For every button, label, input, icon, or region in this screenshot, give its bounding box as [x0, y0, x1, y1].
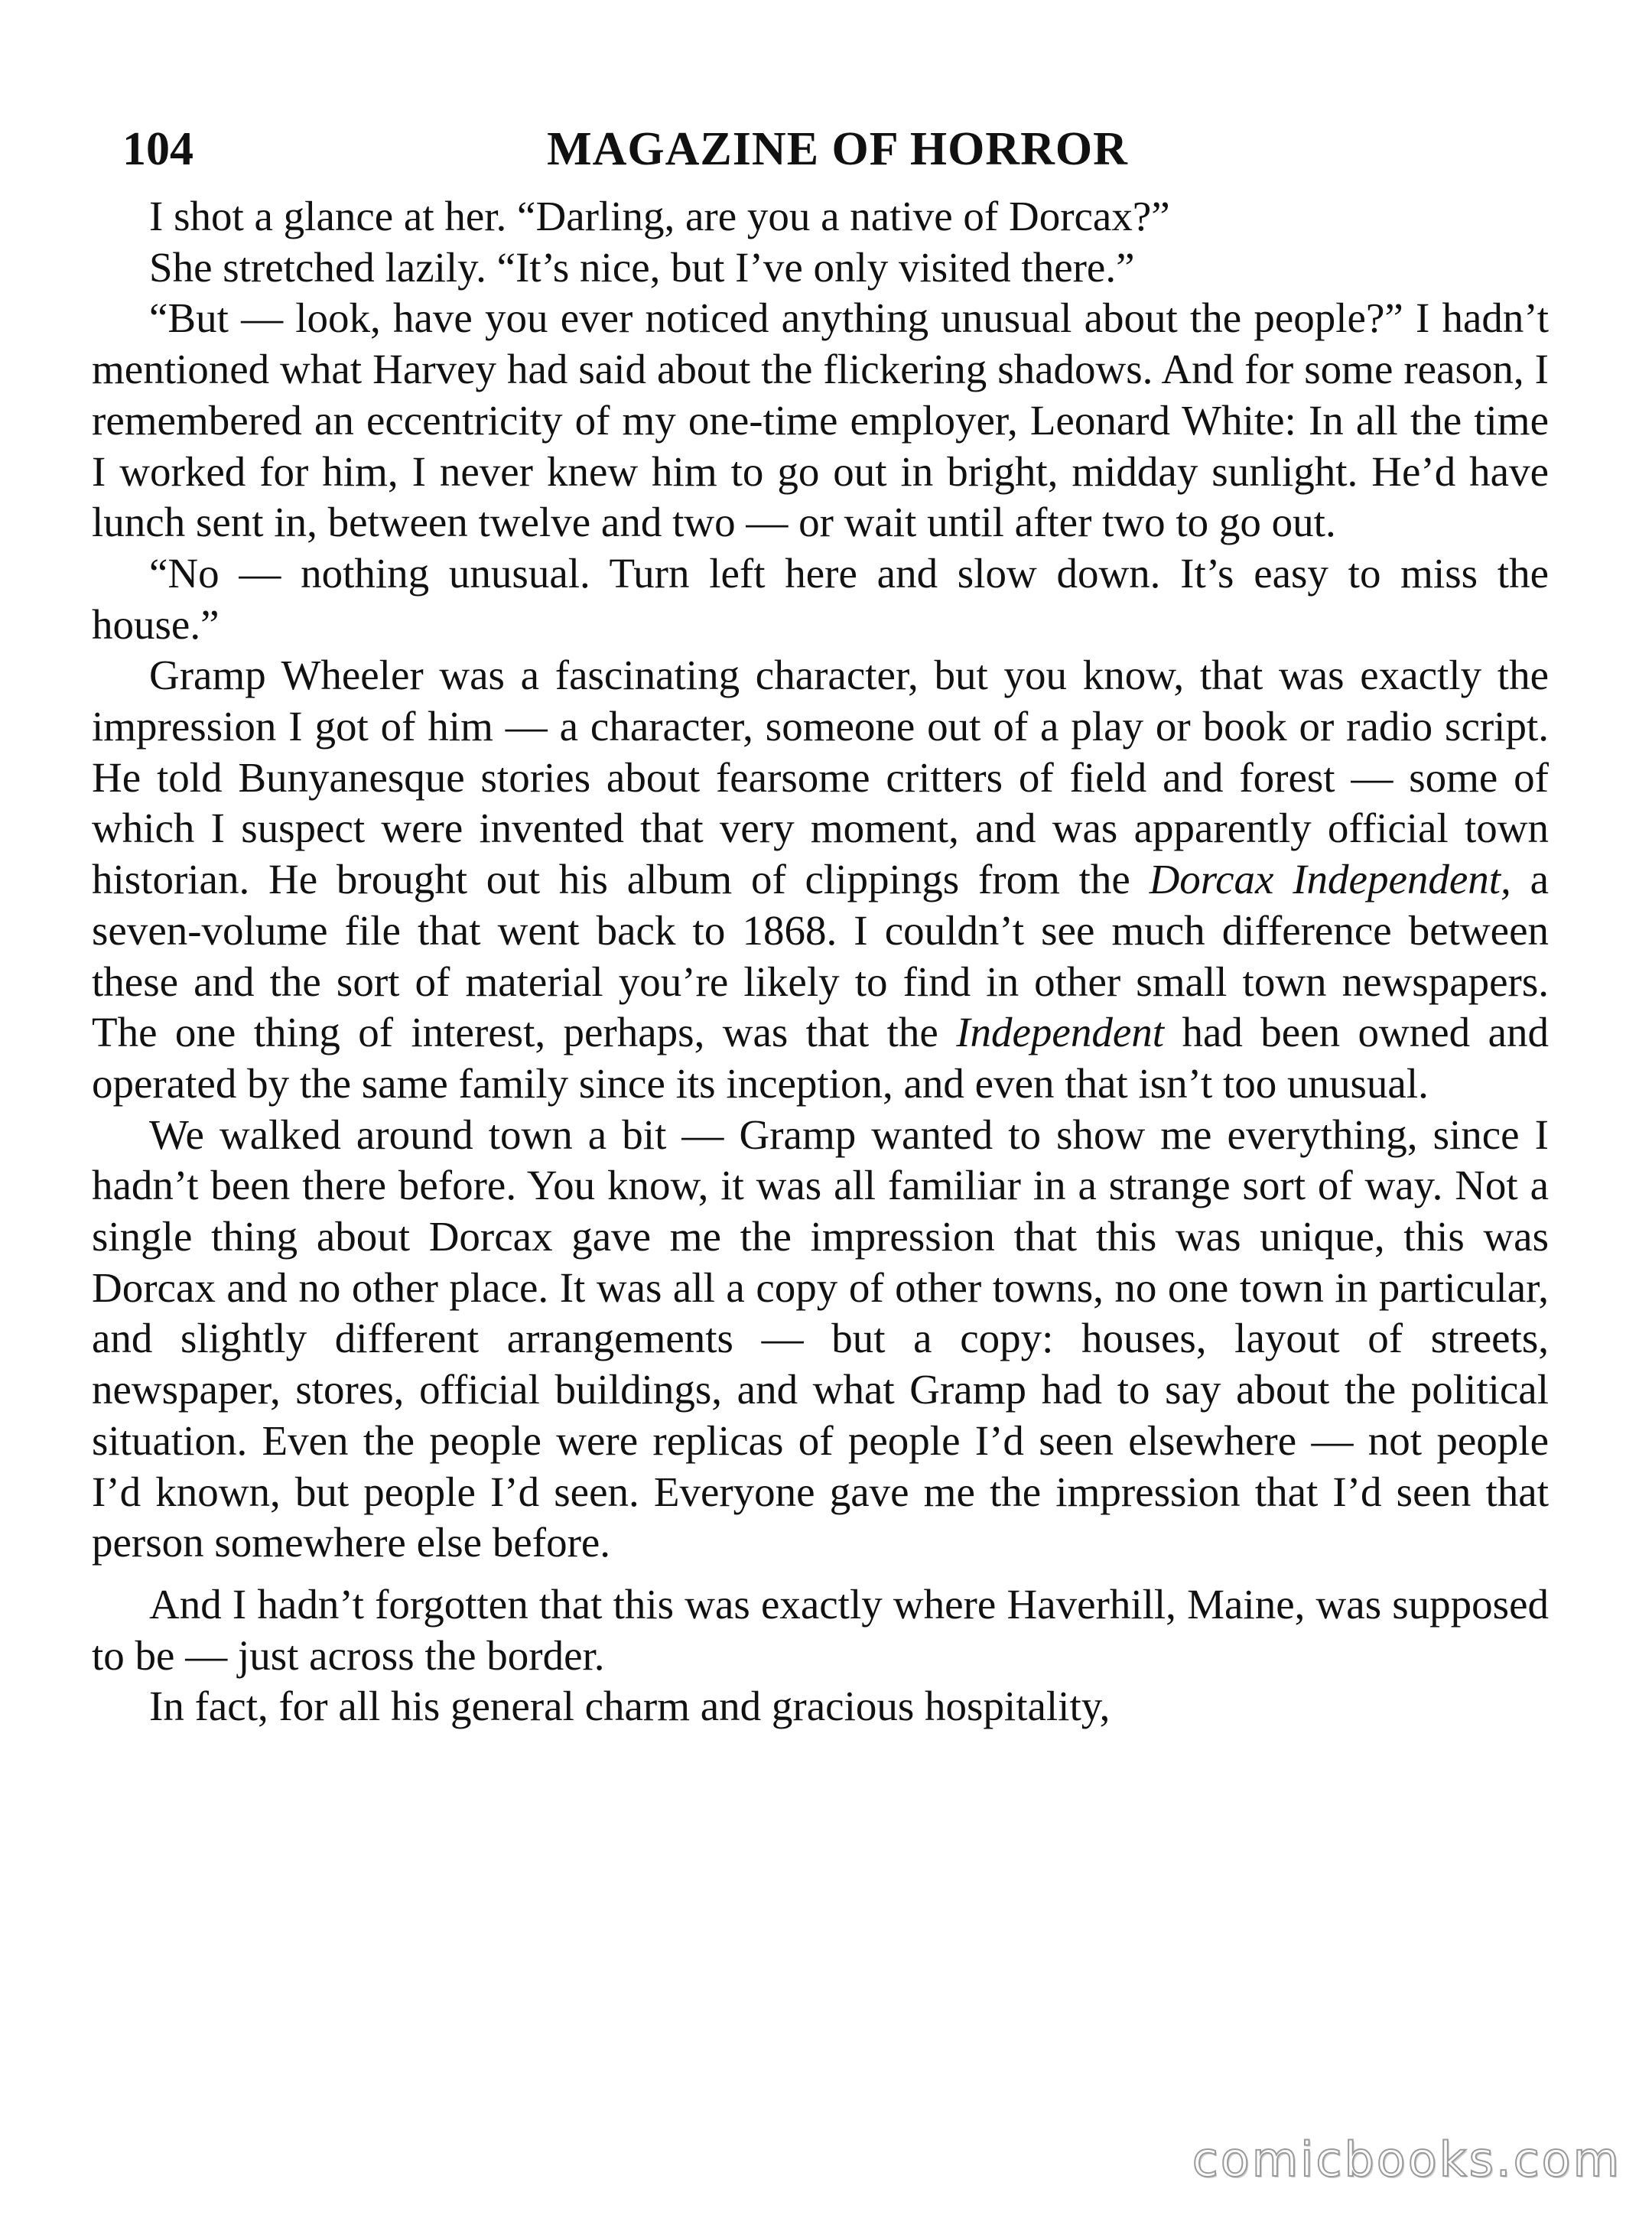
paragraph-text: had been owned and operated by the same family since its inception, and even that isn’t too unusual. [92, 1009, 1549, 1107]
paragraph-text: Gramp Wheeler was a fascinating character, but you know, that was exactly the impression I got of him — a character, someone out of a play or book or radio script. He told Bunyanesque stories about fearsome critters of field and forest — some of which I suspect were invented that very moment, and was apparently official town historian. He brought out his album of clippings from the [92, 652, 1549, 903]
paragraph-text: a seven-volume file that went back to 1868. I couldn’t see much difference between these and the sort of material you’re likely to find in other small town newspapers. The one thing of interest, perhaps, was that the [92, 856, 1549, 1056]
newspaper-title-italic: Independent [956, 1009, 1165, 1056]
paragraph: “But — look, have you ever noticed anything unusual about the people?” I hadn’t mentioned what Harvey had said about the flickering shadows. And for some reason, I remembered an eccentricity of my one-time employer, Leonard White: In all the time I worked for him, I never knew him to go out in bright, midday sunlight. He’d have lunch sent in, between twelve and two — or wait until after two to go out. [92, 294, 1549, 546]
paragraph [92, 650, 1549, 1109]
paragraph: In fact, for all his general charm and gracious hospitality, [149, 1683, 1111, 1730]
newspaper-title-italic: Dorcax Independent, [1149, 856, 1511, 903]
paragraph: And I hadn’t forgotten that this was exactly where Haverhill, Maine, was supposed to be — just across the border. [92, 1580, 1549, 1679]
paragraph: I shot a glance at her. “Darling, are you a native of Dorcax?” [149, 193, 1170, 239]
paragraph: “No — nothing unusual. Turn left here and slow down. It’s easy to miss the house.” [92, 549, 1549, 648]
watermark-logo: comicbooks.com [1192, 2132, 1621, 2187]
story-text [92, 191, 1549, 1732]
paragraph: She stretched lazily. “It’s nice, but I’ve only visited there.” [149, 243, 1135, 291]
page-number: 104 [122, 123, 193, 175]
page-header [122, 115, 1553, 184]
paragraph: We walked around town a bit — Gramp wanted to show me everything, since I hadn’t been there before. You know, it was all familiar in a strange sort of way. Not a single thing about Dorcax gave me the impression that this was unique, this was Dorcax and no other place. It was all a copy of other towns, no one town in particular, and slightly different arrangements — but a copy: houses, layout of streets, newspaper, stores, official buildings, and what Gramp had to say about the political situation. Even the people were replicas of people I’d seen elsewhere — not people I’d known, but people I’d seen. Everyone gave me the impression that I’d seen that person somewhere else before. [92, 1111, 1549, 1566]
running-title: MAGAZINE OF HORROR [547, 123, 1128, 175]
